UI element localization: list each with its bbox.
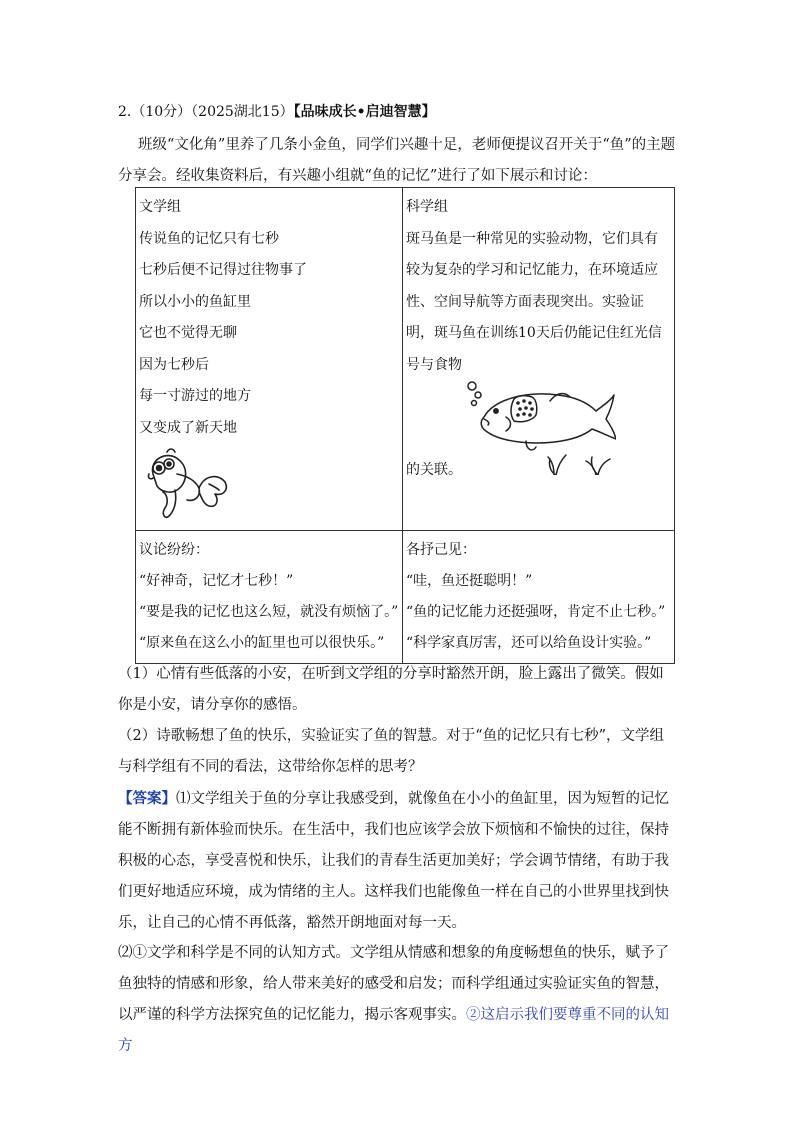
poem-line: 所以小小的鱼缸里 [139, 293, 251, 310]
comment-line: “科学家真厉害，还可以给鱼设计实验。” [406, 635, 652, 651]
goldfish-icon [139, 444, 239, 526]
literature-title: 文学组 [139, 199, 181, 215]
question-intro: 班级“文化角”里养了几条小金鱼，同学们兴趣十足，老师便提议召开关于“鱼”的主题分享会。经收集资料后，有兴趣小组就“鱼的记忆”进行了如下展示和讨论： [118, 137, 676, 184]
science-cell [403, 188, 675, 531]
comment-line: “好神奇，记忆才七秒！” [139, 573, 294, 589]
discussion-left-cell [136, 531, 403, 664]
subquestion-1: （1）心情有些低落的小安，在听到文学组的分享时豁然开朗，脸上露出了微笑。假如你是小安，请分享你的感悟。 [118, 666, 664, 713]
poem-line: 传说鱼的记忆只有七秒 [139, 230, 279, 247]
poem-line: 每一寸游过的地方 [139, 388, 251, 404]
memory-table [135, 187, 675, 664]
poem-line: 它也不觉得无聊 [139, 325, 237, 341]
question-header [118, 100, 436, 124]
discussion-right-title: 各抒己见： [406, 542, 476, 558]
poem-line: 七秒后便不记得过往物事了 [139, 262, 307, 278]
discussion-right-cell [403, 531, 675, 664]
answer-part-2 [118, 938, 678, 1062]
literature-cell [136, 188, 403, 531]
discussion-left-title: 议论纷纷： [139, 542, 209, 558]
answer-part-1 [118, 783, 678, 939]
answer-text-1: ⑴文学组关于鱼的分享让我感受到，就像鱼在小小的鱼缸里，因为短暂的记忆能不断拥有新体验而快乐。在生活中，我们也应该学会放下烦恼和不愉快的过往，保持积极的心态，享受喜悦和快乐，让我们的青春生活更加美好；学会调节情绪，有助于我们更好地适应环境，成为情绪的主人。这样我们也能像鱼一样在自己的小世界里找到快乐，让自己的心情不再低落，豁然开朗地面对每一天。 [118, 791, 669, 931]
poem-line: 因为七秒后 [139, 356, 209, 373]
answer-text-2b: ②这启示我们要尊重不同的认知方 [118, 1007, 669, 1054]
answer-label: 【答案】 [118, 790, 176, 807]
comment-line: “原来鱼在这么小的缸里也可以很快乐。” [139, 635, 385, 651]
science-title: 科学组 [406, 199, 448, 215]
comment-line: “哇，鱼还挺聪明！” [406, 573, 533, 589]
comment-line: “鱼的记忆能力还挺强呀，肯定不止七秒。” [406, 604, 666, 620]
poem-line: 又变成了新天地 [139, 419, 237, 436]
question-meta: （10分）（2025湖北15） [131, 104, 294, 120]
comment-line: “要是我的记忆也这么短，就没有烦恼了。” [139, 604, 399, 620]
question-number: 2. [118, 104, 132, 120]
subquestion-2: （2）诗歌畅想了鱼的快乐，实验证实了鱼的智慧。对于“鱼的记忆只有七秒”，文学组与科学组有不同的看法，这带给你怎样的思考？ [118, 728, 665, 775]
question-tag: 【品味成长•启迪智慧】 [293, 104, 436, 120]
science-text: 斑马鱼是一种常见的实验动物，它们具有较为复杂的学习和记忆能力，在环境适应性、空间导航等方面表现突出。实验证明，斑马鱼在训练10天后仍能记住红光信号与食物 [406, 230, 662, 373]
answer-text-2a: ⑵①文学和科学是不同的认知方式。文学组从情感和想象的角度畅想鱼的快乐，赋予了鱼独特的情感和形象，给人带来美好的感受和启发；而科学组通过实验证实鱼的智慧，以严谨的科学方法探究鱼的记忆能力，揭示客观事实。 [118, 945, 669, 1023]
science-text-tail: 的关联。 [406, 462, 462, 478]
